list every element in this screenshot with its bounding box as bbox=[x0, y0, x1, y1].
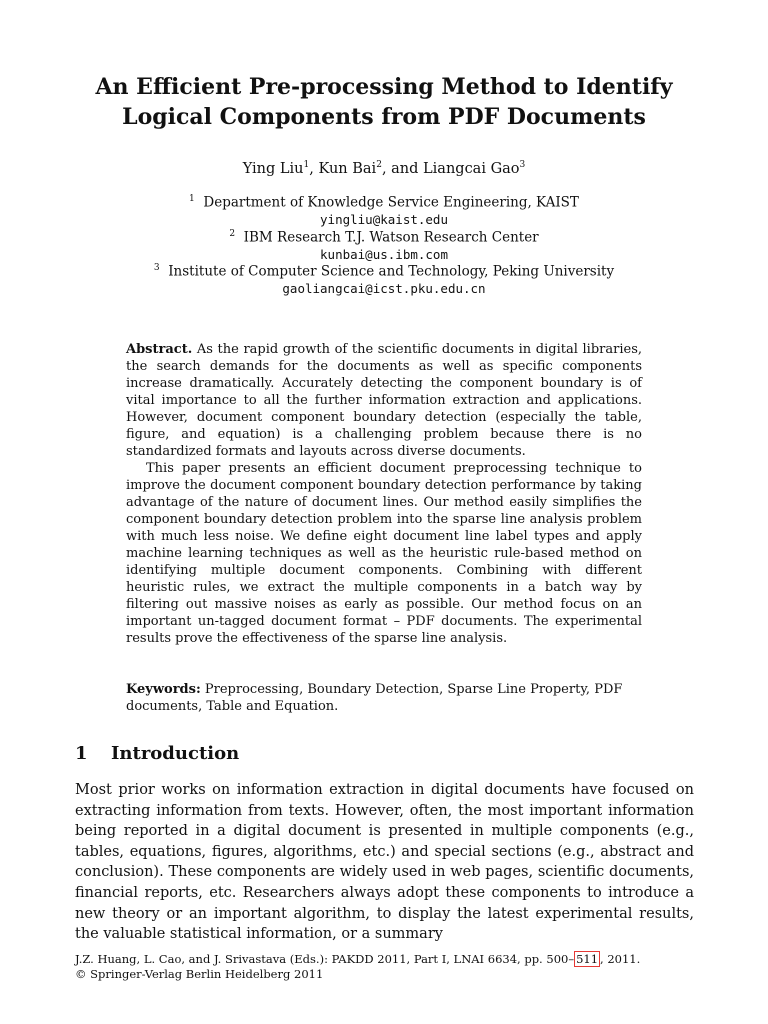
author-separator: , and bbox=[381, 160, 424, 177]
keywords bbox=[126, 681, 642, 715]
affiliation-2-email: kunbai@us.ibm.com bbox=[320, 247, 448, 262]
title-line-2: Logical Components from PDF Documents bbox=[122, 104, 646, 130]
affiliation-3 bbox=[0, 263, 768, 280]
affiliation-name: Institute of Computer Science and Technology, Peking University bbox=[168, 263, 615, 280]
abstract-text-1: As the rapid growth of the scientific documents in digital libraries, the search demands for the documents as well as specific components increase dramatically. Accurately detecting the component boundary is of vital importance to all the further information extraction and applications. However, document component boundary detection (especially the table, figure, and equation) is a challenging problem because there is no standardized formats and layouts across diverse documents. bbox=[126, 342, 642, 459]
affiliation-3-email: gaoliangcai@icst.pku.edu.cn bbox=[282, 281, 486, 296]
abstract-paragraph-2: This paper presents an efficient document preprocessing technique to improve the document component boundary detection performance by taking advantage of the nature of document lines. Our method easily simplifies the component boundary detection problem into the sparse line analysis problem with much less noise. We define eight document line label types and apply machine learning techniques as well as the heuristic rule-based method on identifying multiple document components. Combining with different heuristic rules, we extract the multiple components in a batch way by filtering out massive noises as early as possible. Our method focus on an important un-tagged document format – PDF documents. The experimental results prove the effectiveness of the sparse line analysis. bbox=[126, 461, 642, 646]
keywords-text: Preprocessing, Boundary Detection, Sparse Line Property, PDF documents, Table and Equation. bbox=[126, 682, 623, 714]
author-name: Ying Liu bbox=[242, 160, 304, 177]
abstract-paragraph-1 bbox=[126, 341, 642, 460]
affiliation-number: 2 bbox=[229, 229, 236, 239]
affiliation-2 bbox=[0, 229, 768, 246]
section-title: Introduction bbox=[111, 743, 240, 764]
author-affiliation-mark: 3 bbox=[519, 160, 526, 170]
section-number: 1 bbox=[75, 743, 88, 764]
abstract bbox=[126, 341, 642, 647]
section-heading bbox=[75, 743, 239, 764]
paper-title bbox=[0, 72, 768, 132]
author-affiliation-mark: 2 bbox=[376, 160, 382, 170]
affiliation-name: IBM Research T.J. Watson Research Center bbox=[243, 229, 539, 246]
author-affiliation-mark: 1 bbox=[303, 160, 310, 170]
keywords-label: Keywords: bbox=[126, 682, 201, 697]
body-paragraph: Most prior works on information extraction in digital documents have focused on extracting information from texts. However, often, the most important information being reported in a digital document is presented in multiple components (e.g., tables, equations, figures, algorithms, etc.) and special sections (e.g., abstract and conclusion). These components are widely used in web pages, scientific documents, financial reports, etc. Researchers always adopt these components to introduce a new theory or an important algorithm, to display the latest experimental results, the valuable statistical information, or a summary bbox=[75, 782, 694, 943]
citation-suffix: , 2011. bbox=[600, 952, 641, 966]
abstract-label: Abstract. bbox=[126, 342, 193, 357]
page-link[interactable]: 511 bbox=[576, 952, 599, 966]
citation-line bbox=[75, 952, 715, 967]
author-name: Kun Bai bbox=[318, 160, 377, 177]
author-name: Liangcai Gao bbox=[423, 160, 520, 177]
affiliation-number: 1 bbox=[189, 194, 195, 204]
affiliation-1 bbox=[0, 194, 768, 211]
author-separator: , bbox=[309, 160, 319, 177]
copyright-line: © Springer-Verlag Berlin Heidelberg 2011 bbox=[75, 966, 324, 981]
affiliation-name: Department of Knowledge Service Engineering, KAIST bbox=[203, 194, 579, 211]
title-line-1: An Efficient Pre-processing Method to Identify bbox=[95, 74, 673, 100]
affiliation-1-email: yingliu@kaist.edu bbox=[320, 212, 448, 227]
affiliation-number: 3 bbox=[153, 263, 160, 273]
page-footer bbox=[75, 952, 715, 981]
citation-text: J.Z. Huang, L. Cao, and J. Srivastava (Eds.): PAKDD 2011, Part I, LNAI 6634, pp. 500– bbox=[75, 952, 575, 966]
author-list bbox=[0, 160, 768, 177]
